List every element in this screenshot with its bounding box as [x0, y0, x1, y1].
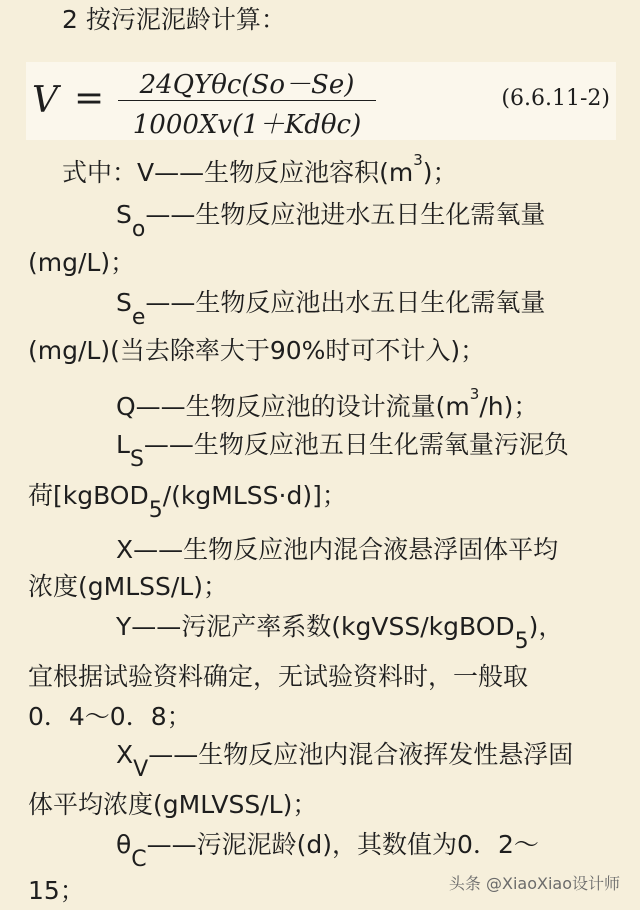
- def-ls-cont: [28, 481, 347, 523]
- def-y-sub: 5: [514, 629, 529, 654]
- def-thetac-sym: θ: [116, 830, 132, 859]
- def-q-sup: 3: [469, 385, 480, 403]
- formula-equals: =: [74, 78, 105, 119]
- def-thetac: [116, 830, 539, 872]
- def-x: X——生物反应池内混合液悬浮固体平均: [116, 535, 559, 564]
- formula-denominator: 1000Xv(1＋Kdθc): [132, 110, 362, 140]
- def-y-cont1: 宜根据试验资料确定，无试验资料时，一般取: [28, 662, 529, 691]
- formula-lhs: V: [32, 80, 58, 121]
- def-so-sub: o: [131, 217, 146, 242]
- def-q-post: /h)；: [479, 392, 539, 421]
- fraction-bar: [118, 100, 376, 101]
- def-se-cont: (mg/L)(当去除率大于90%时可不计入)；: [28, 336, 486, 365]
- def-ls-sub: S: [129, 447, 144, 472]
- def-xv-sub: V: [133, 757, 149, 782]
- def-so: [116, 200, 546, 242]
- def-v-sup: 3: [413, 151, 423, 169]
- def-v-pre: 式中：V——生物反应池容积(m: [62, 158, 414, 187]
- def-xv-sym: X: [116, 740, 134, 769]
- def-x-cont: 浓度(gMLSS/L)；: [28, 572, 228, 601]
- def-se-sym: S: [116, 288, 132, 317]
- def-se: [116, 288, 546, 330]
- def-ls-sym: L: [116, 430, 130, 459]
- def-y-post: )，: [528, 612, 564, 641]
- def-y-cont2: 0．4～0．8；: [28, 702, 192, 731]
- def-thetac-cont: 15；: [28, 876, 85, 905]
- def-xv-cont: 体平均浓度(gMLVSS/L)；: [28, 790, 318, 819]
- def-y: [116, 612, 564, 654]
- def-v-post: )；: [422, 158, 458, 187]
- def-xv: [116, 740, 574, 782]
- section-heading: 2 按污泥泥龄计算：: [62, 5, 286, 34]
- def-se-sub: e: [131, 305, 146, 330]
- formula-numerator: 24QYθc(So－Se): [139, 70, 355, 100]
- def-ls-cont-post: /(kgMLSS·d)]；: [162, 481, 347, 510]
- def-thetac-text: ——污泥泥龄(d)，其数值为0．2～: [146, 830, 539, 859]
- watermark: 头条 @XiaoXiao设计师: [448, 874, 620, 893]
- def-ls-text: ——生物反应池五日生化需氧量污泥负: [143, 430, 569, 459]
- def-q-pre: Q——生物反应池的设计流量(m: [116, 392, 470, 421]
- equation-number: (6.6.11-2): [501, 86, 610, 111]
- def-so-cont: (mg/L)；: [28, 248, 136, 277]
- def-ls: [116, 430, 569, 472]
- def-so-text: ——生物反应池进水五日生化需氧量: [145, 200, 546, 229]
- def-thetac-sub: C: [131, 847, 147, 872]
- def-q: [116, 385, 539, 425]
- formula-image: [26, 62, 616, 140]
- def-v: [62, 151, 458, 191]
- def-ls-cont-sub: 5: [148, 498, 163, 523]
- def-se-text: ——生物反应池出水五日生化需氧量: [145, 288, 546, 317]
- def-xv-text: ——生物反应池内混合液挥发性悬浮固: [148, 740, 574, 769]
- def-ls-cont-pre: 荷[kgBOD: [28, 481, 149, 510]
- def-y-pre: Y——污泥产率系数(kgVSS/kgBOD: [116, 612, 515, 641]
- def-so-sym: S: [116, 200, 132, 229]
